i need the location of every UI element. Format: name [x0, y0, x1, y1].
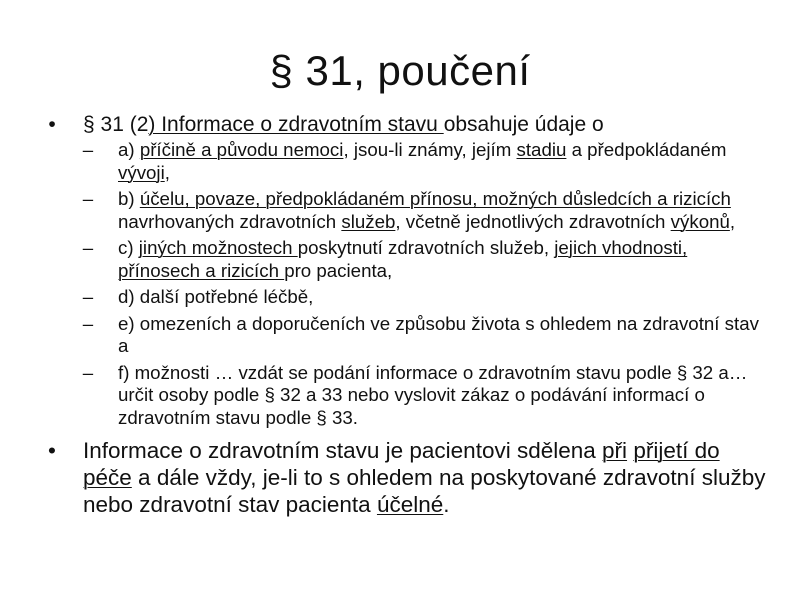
bullet-icon: •: [48, 113, 56, 136]
bullet-item-informace: [40, 112, 770, 137]
sub-item-c: [40, 237, 770, 282]
underlined-text: jejich vhodnosti, přínosech a rizicích: [118, 237, 688, 281]
text-span: poskytnutí zdravotních služeb,: [297, 237, 555, 258]
text-span: pro pacienta,: [284, 259, 393, 281]
text-span: navrhovaných zdravotních: [118, 210, 342, 232]
underlined-text: ) Informace o zdravotním stavu: [148, 113, 444, 136]
text-span: obsahuje údaje o: [443, 113, 604, 136]
slide-content: [40, 112, 770, 518]
dash-icon: –: [82, 139, 94, 160]
dash-icon: –: [82, 312, 94, 334]
text-span: ,: [164, 161, 170, 183]
text-span: a předpokládaném: [566, 139, 727, 160]
text-span: Informace o zdravotním stavu je pacientovi sdělena: [83, 438, 603, 463]
underlined-text: jiných možnostech: [138, 237, 298, 258]
dash-icon: –: [82, 286, 94, 307]
text-span: f) možnosti … vzdát se podání informace o zdravotním stavu podle § 32 a… určit osoby podle § 32 a 33 nebo vyslovit zákaz o podávání informací o zdravotním stavu podle § 33.: [118, 361, 748, 428]
text-span: b): [118, 188, 140, 209]
sub-item-d: [40, 286, 770, 309]
text-span: e) omezeních a doporučeních ve způsobu života s ohledem na zdravotní stav a: [118, 312, 759, 356]
dash-icon: –: [82, 188, 94, 209]
sub-item-b: [40, 188, 770, 233]
sub-item-a: [40, 139, 770, 184]
sub-item-e: [40, 313, 770, 358]
text-span: a dále vždy, je-li to s ohledem na poskytované zdravotní služby nebo zdravotní stav pacienta: [83, 465, 766, 517]
underlined-text: vývoji: [118, 161, 165, 183]
underlined-text: stadiu: [516, 139, 567, 160]
text-span: , včetně jednotlivých zdravotních: [395, 210, 671, 232]
sub-list: [40, 139, 770, 429]
text-span: ,: [729, 210, 736, 232]
underlined-text: účelné: [376, 492, 444, 517]
text-span: , jsou-li známy, jejím: [343, 139, 517, 160]
bullet-item-pri-prijeti: [40, 437, 770, 518]
slide-title: § 31, poučení: [269, 47, 531, 94]
text-span: .: [443, 492, 450, 517]
text-span: a): [118, 139, 140, 160]
underlined-text: příčině a původu nemoci: [139, 139, 344, 160]
underlined-text: přijetí do péče: [83, 438, 720, 490]
dash-icon: –: [82, 361, 94, 383]
underlined-text: služeb: [341, 210, 396, 232]
text-span: d) další potřebné léčbě,: [118, 286, 314, 307]
underlined-text: účelu, povaze, předpokládaném přínosu, možných důsledcích a rizicích: [139, 188, 731, 209]
bullet-icon: •: [48, 438, 56, 463]
text-span: § 31 (2: [83, 113, 149, 136]
underlined-text: výkonů: [670, 210, 730, 232]
text-span: c): [118, 237, 139, 258]
underlined-text: při: [602, 438, 628, 463]
dash-icon: –: [82, 237, 94, 258]
sub-item-f: [40, 362, 770, 430]
